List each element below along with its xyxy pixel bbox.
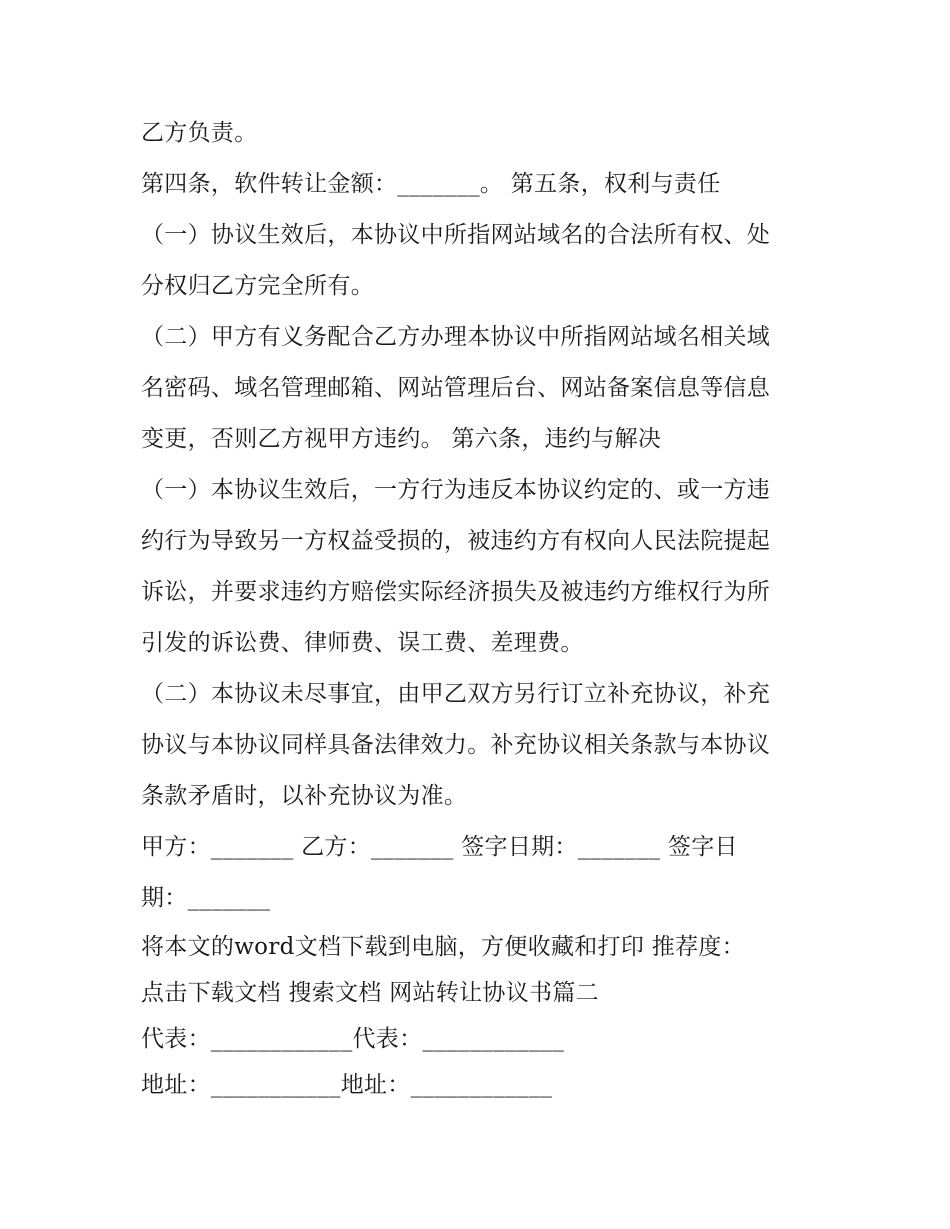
text-line-12: （二）本协议未尽事宜，由甲乙双方另行订立补充协议，补充	[141, 681, 771, 707]
text-line-13: 协议与本协议同样具备法律效力。补充协议相关条款与本协议	[141, 732, 771, 758]
download-prompt-line: 将本文的word文档下载到电脑，方便收藏和打印 推荐度：	[141, 934, 745, 960]
document-body	[141, 108, 813, 1108]
text-line-10: 诉讼，并要求违约方赔偿实际经济损失及被违约方维权行为所	[141, 579, 771, 605]
text-line-15: 甲方：_______ 乙方：_______ 签字日期：_______ 签字日	[141, 834, 738, 860]
address-line: 地址：___________地址：____________	[141, 1072, 553, 1098]
text-line-9: 约行为导致另一方权益受损的，被违约方有权向人民法院提起	[141, 528, 771, 554]
text-line-7: 变更，否则乙方视甲方违约。 第六条，违约与解决	[141, 426, 662, 452]
text-line-11: 引发的诉讼费、律师费、误工费、差理费。	[141, 630, 584, 656]
text-line-6: 名密码、域名管理邮箱、网站管理后台、网站备案信息等信息	[141, 375, 771, 401]
text-line-3: （一）协议生效后，本协议中所指网站域名的合法所有权、处	[141, 222, 771, 248]
text-line-14: 条款矛盾时，以补充协议为准。	[141, 783, 468, 809]
text-line-16: 期：_______	[141, 885, 271, 911]
text-line-8: （一）本协议生效后，一方行为违反本协议约定的、或一方违	[141, 477, 771, 503]
download-links-line[interactable]: 点击下载文档 搜索文档 网站转让协议书篇二	[141, 980, 599, 1006]
text-line-4: 分权归乙方完全所有。	[141, 273, 374, 299]
text-line-2: 第四条，软件转让金额：_______。 第五条，权利与责任	[141, 171, 721, 197]
text-line-1: 乙方负责。	[141, 120, 258, 146]
text-line-5: （二）甲方有义务配合乙方办理本协议中所指网站域名相关域	[141, 324, 771, 350]
representative-line: 代表：____________代表：____________	[141, 1026, 564, 1052]
